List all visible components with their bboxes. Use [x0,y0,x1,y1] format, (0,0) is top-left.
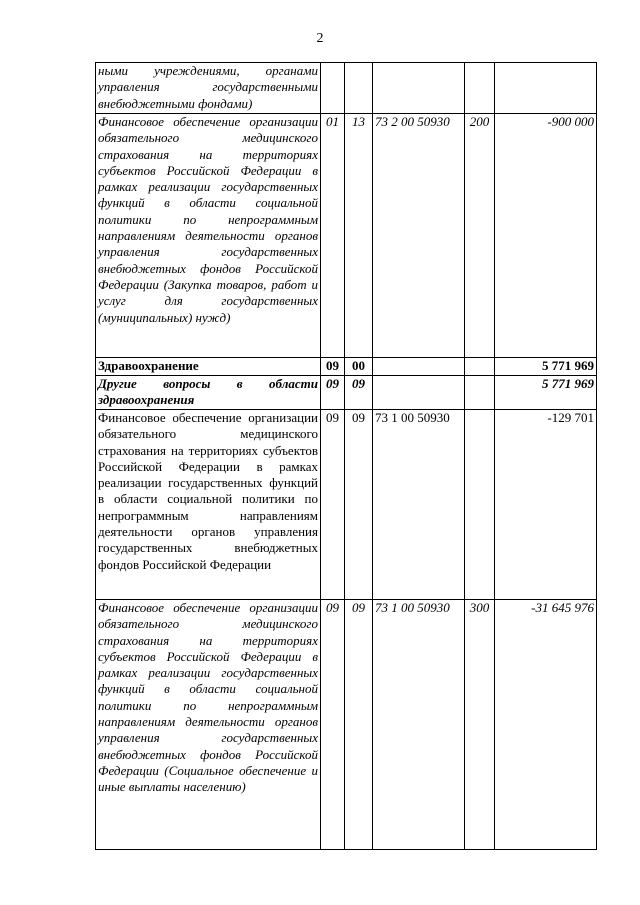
row-amount: -129 701 [495,410,597,600]
table-row [96,114,597,358]
row-amount: -900 000 [495,114,597,358]
row-target-article: 73 1 00 50930 [373,600,465,850]
row-expense-type [465,410,495,600]
row-subsection: 13 [345,114,373,358]
row-name: Другие вопросы в области здравоохранения [96,376,321,410]
row-amount [495,63,597,114]
row-section: 09 [321,600,345,850]
row-target-article [373,376,465,410]
row-expense-type [465,376,495,410]
row-target-article [373,358,465,376]
row-name: Финансовое обеспечение организации обязательного медицинского страхования на территориях субъектов Российской Федерации в рамках реализации государственных функций в области социальной политики по непрограммным направлениям деятельности органов управления государственных внебюджетных фондов Российской Федерации (Социальное обеспечение и иные выплаты населению) [96,600,321,850]
row-target-article: 73 1 00 50930 [373,410,465,600]
row-expense-type: 300 [465,600,495,850]
row-subsection: 09 [345,410,373,600]
row-subsection [345,63,373,114]
table-row [96,410,597,600]
row-name: Здравоохранение [96,358,321,376]
page-number: 2 [316,31,324,46]
row-section: 01 [321,114,345,358]
row-expense-type: 200 [465,114,495,358]
row-amount: 5 771 969 [495,376,597,410]
row-expense-type [465,63,495,114]
row-name: ными учреждениями, органами управления государственными внебюджетными фондами) [96,63,321,114]
table-row [96,376,597,410]
table-row [96,63,597,114]
row-name: Финансовое обеспечение организации обязательного медицинского страхования на территориях субъектов Российской Федерации в рамках реализации государственных функций в области социальной политики по непрограммным направлениям деятельности органов управления государственных внебюджетных фондов Российской Федерации [96,410,321,600]
row-target-article: 73 2 00 50930 [373,114,465,358]
row-section [321,63,345,114]
row-name: Финансовое обеспечение организации обязательного медицинского страхования на территориях субъектов Российской Федерации в рамках реализации государственных функций в области социальной политики по непрограммным направлениям деятельности органов управления государственных внебюджетных фондов Российской Федерации (Закупка товаров, работ и услуг для государственных (муниципальных) нужд) [96,114,321,358]
row-section: 09 [321,376,345,410]
row-target-article [373,63,465,114]
row-amount: -31 645 976 [495,600,597,850]
row-amount: 5 771 969 [495,358,597,376]
row-section: 09 [321,410,345,600]
row-subsection: 00 [345,358,373,376]
row-expense-type [465,358,495,376]
row-subsection: 09 [345,376,373,410]
table-row [96,358,597,376]
row-subsection: 09 [345,600,373,850]
budget-table [95,62,597,850]
row-section: 09 [321,358,345,376]
table-row [96,600,597,850]
